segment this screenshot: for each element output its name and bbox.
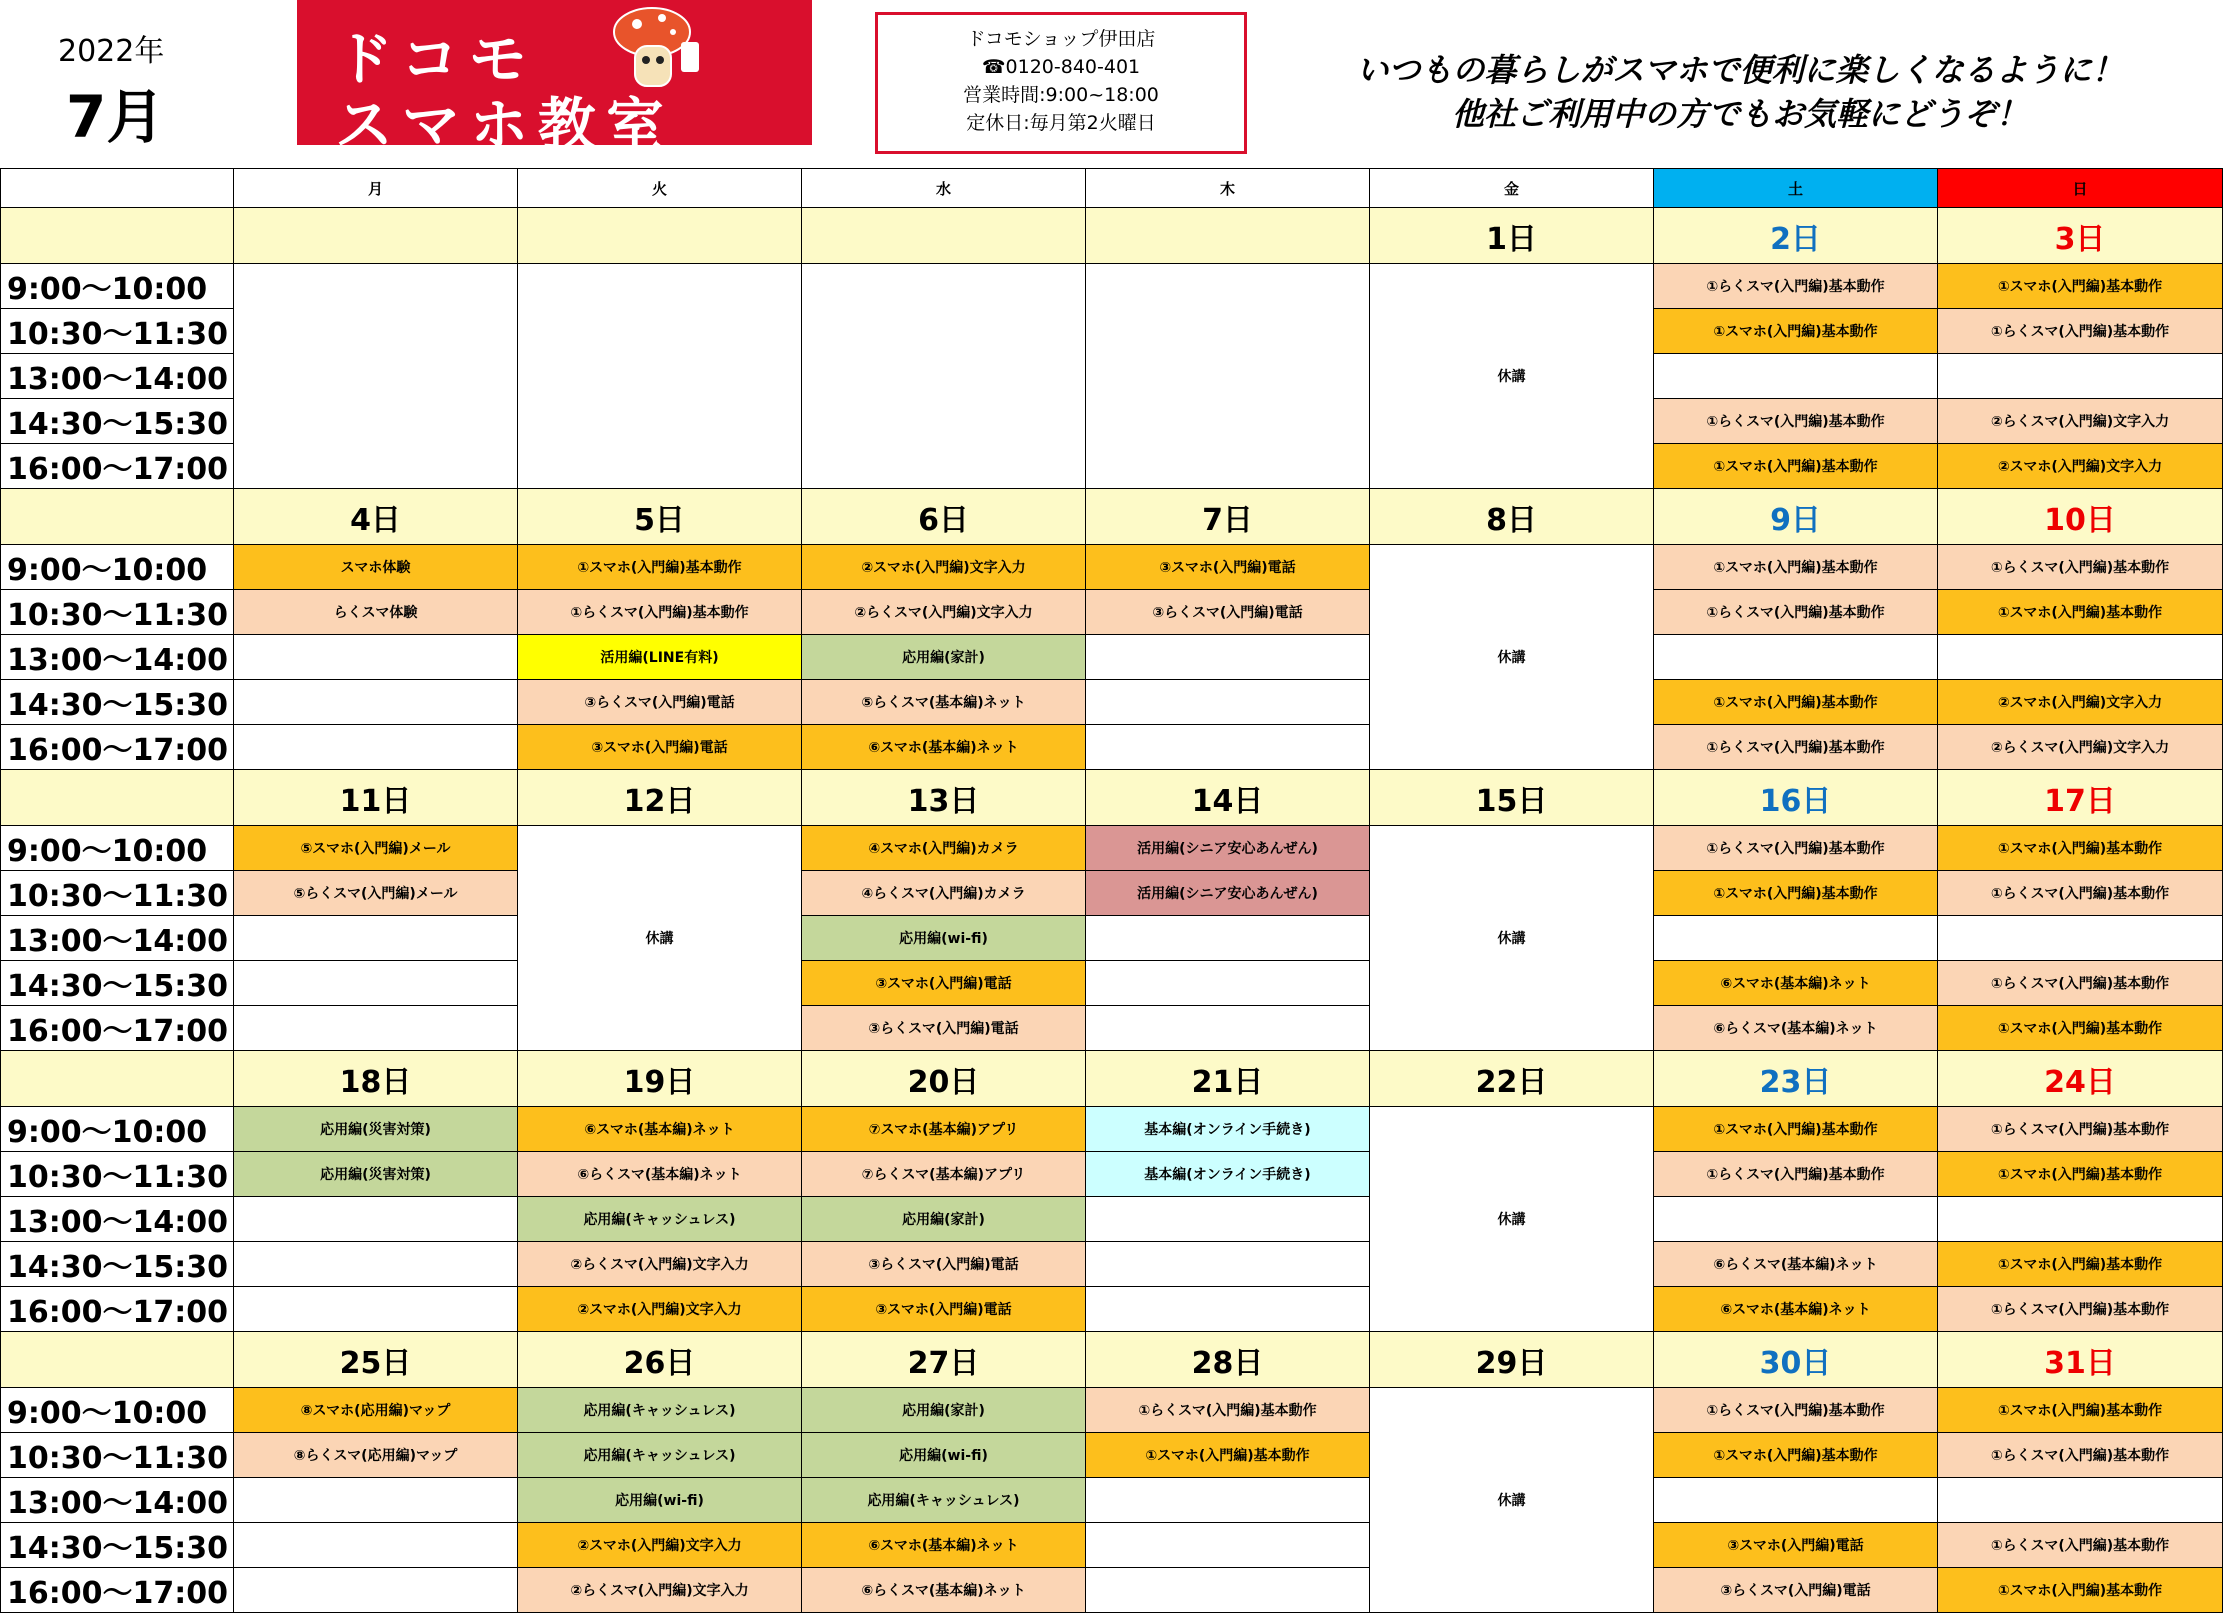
class-cell: ④らくスマ(入門編)カメラ	[802, 871, 1086, 916]
class-cell: ①スマホ(入門編)基本動作	[1938, 826, 2223, 871]
empty-slot	[1086, 1478, 1370, 1523]
class-cell: 応用編(家計)	[802, 1197, 1086, 1242]
empty-slot	[234, 1287, 518, 1332]
class-cell: ①らくスマ(入門編)基本動作	[1938, 545, 2223, 590]
empty-slot	[234, 1197, 518, 1242]
date-cell	[802, 208, 1086, 264]
shop-closed-day: 定休日:毎月第2火曜日	[966, 112, 1156, 134]
time-label: 9:00～10:00	[1, 264, 234, 309]
date-cell: 27日	[802, 1332, 1086, 1388]
class-cell: ①らくスマ(入門編)基本動作	[1938, 309, 2223, 354]
time-label: 16:00～17:00	[1, 1568, 234, 1613]
class-cell: 応用編(災害対策)	[234, 1152, 518, 1197]
no-class-cell: 休講	[1370, 1388, 1654, 1613]
empty-slot	[1086, 680, 1370, 725]
date-cell: 4日	[234, 489, 518, 545]
time-label: 10:30～11:30	[1, 590, 234, 635]
date-cell: 10日	[1938, 489, 2223, 545]
date-cell: 28日	[1086, 1332, 1370, 1388]
class-cell: ②スマホ(入門編)文字入力	[1938, 444, 2223, 489]
time-label: 16:00～17:00	[1, 725, 234, 770]
class-cell: ⑥らくスマ(基本編)ネット	[1654, 1242, 1938, 1287]
class-cell: 応用編(wi-fi)	[802, 1433, 1086, 1478]
empty-day-cell	[518, 264, 802, 489]
time-slot-row	[1, 961, 2223, 1006]
empty-slot	[1654, 1478, 1938, 1523]
date-cell: 20日	[802, 1051, 1086, 1107]
date-cell: 15日	[1370, 770, 1654, 826]
corner-cell	[1, 169, 234, 208]
class-cell: ①スマホ(入門編)基本動作	[518, 545, 802, 590]
weekday-header: 日	[1938, 169, 2223, 208]
empty-slot	[234, 916, 518, 961]
class-cell: ⑥スマホ(基本編)ネット	[1654, 1287, 1938, 1332]
class-cell: ②らくスマ(入門編)文字入力	[1938, 399, 2223, 444]
empty-slot	[1086, 725, 1370, 770]
time-slot-row	[1, 635, 2223, 680]
time-slot-row	[1, 1388, 2223, 1433]
date-cell	[234, 208, 518, 264]
weekday-header: 月	[234, 169, 518, 208]
class-cell: ①らくスマ(入門編)基本動作	[1938, 1287, 2223, 1332]
class-cell: ③らくスマ(入門編)電話	[1086, 590, 1370, 635]
date-cell: 11日	[234, 770, 518, 826]
weekday-header: 水	[802, 169, 1086, 208]
date-row	[1, 1051, 2223, 1107]
date-row	[1, 489, 2223, 545]
time-slot-row	[1, 871, 2223, 916]
class-cell: ①スマホ(入門編)基本動作	[1938, 264, 2223, 309]
time-slot-row	[1, 725, 2223, 770]
weekday-header: 木	[1086, 169, 1370, 208]
empty-slot	[234, 1568, 518, 1613]
class-cell: ②らくスマ(入門編)文字入力	[518, 1242, 802, 1287]
class-cell: ⑤らくスマ(基本編)ネット	[802, 680, 1086, 725]
empty-slot	[1086, 1287, 1370, 1332]
time-label: 14:30～15:30	[1, 399, 234, 444]
time-label: 16:00～17:00	[1, 444, 234, 489]
empty-slot	[1654, 354, 1938, 399]
shop-info-box	[875, 12, 1247, 154]
time-slot-row	[1, 590, 2223, 635]
empty-slot	[234, 725, 518, 770]
class-cell: ③スマホ(入門編)電話	[802, 1287, 1086, 1332]
time-label: 14:30～15:30	[1, 1242, 234, 1287]
class-cell: ①スマホ(入門編)基本動作	[1938, 590, 2223, 635]
class-cell: 活用編(LINE有料)	[518, 635, 802, 680]
logo-line-2: スマホ教室	[335, 91, 674, 159]
class-cell: 応用編(wi-fi)	[802, 916, 1086, 961]
time-slot-row	[1, 916, 2223, 961]
time-label: 10:30～11:30	[1, 1152, 234, 1197]
class-cell: ①らくスマ(入門編)基本動作	[1086, 1388, 1370, 1433]
time-slot-row	[1, 1287, 2223, 1332]
time-slot-row	[1, 680, 2223, 725]
class-cell: ③スマホ(入門編)電話	[1086, 545, 1370, 590]
class-cell: ②らくスマ(入門編)文字入力	[802, 590, 1086, 635]
time-label: 13:00～14:00	[1, 1478, 234, 1523]
class-cell: ①スマホ(入門編)基本動作	[1654, 1107, 1938, 1152]
class-cell: ⑥スマホ(基本編)ネット	[802, 725, 1086, 770]
class-cell: ②スマホ(入門編)文字入力	[518, 1287, 802, 1332]
time-label: 14:30～15:30	[1, 680, 234, 725]
empty-slot	[1938, 1197, 2223, 1242]
no-class-cell: 休講	[518, 826, 802, 1051]
time-slot-row	[1, 1523, 2223, 1568]
class-cell: ②スマホ(入門編)文字入力	[518, 1523, 802, 1568]
empty-slot	[1938, 635, 2223, 680]
time-slot-row	[1, 1107, 2223, 1152]
empty-day-cell	[802, 264, 1086, 489]
date-cell: 18日	[234, 1051, 518, 1107]
time-slot-row	[1, 1242, 2223, 1287]
class-cell: ③スマホ(入門編)電話	[802, 961, 1086, 1006]
class-cell: ①らくスマ(入門編)基本動作	[1938, 1107, 2223, 1152]
class-cell: ①スマホ(入門編)基本動作	[1938, 1006, 2223, 1051]
class-cell: ⑥らくスマ(基本編)ネット	[518, 1152, 802, 1197]
empty-slot	[1086, 961, 1370, 1006]
date-cell: 22日	[1370, 1051, 1654, 1107]
class-cell: ①スマホ(入門編)基本動作	[1654, 871, 1938, 916]
empty-slot	[234, 1523, 518, 1568]
time-slot-row	[1, 1006, 2223, 1051]
no-class-cell: 休講	[1370, 545, 1654, 770]
class-cell: ⑥スマホ(基本編)ネット	[802, 1523, 1086, 1568]
class-cell: ①スマホ(入門編)基本動作	[1654, 680, 1938, 725]
date-cell: 7日	[1086, 489, 1370, 545]
empty-slot	[1086, 1197, 1370, 1242]
date-cell: 12日	[518, 770, 802, 826]
class-cell: ③らくスマ(入門編)電話	[518, 680, 802, 725]
time-slot-row	[1, 1478, 2223, 1523]
empty-day-cell	[234, 264, 518, 489]
weekday-header: 火	[518, 169, 802, 208]
class-cell: ①らくスマ(入門編)基本動作	[1654, 399, 1938, 444]
date-cell: 14日	[1086, 770, 1370, 826]
no-class-cell: 休講	[1370, 826, 1654, 1051]
empty-slot	[234, 635, 518, 680]
month-label: 7月	[66, 83, 165, 151]
time-label: 14:30～15:30	[1, 1523, 234, 1568]
date-cell: 23日	[1654, 1051, 1938, 1107]
time-label: 10:30～11:30	[1, 1433, 234, 1478]
slogan-line-2: 他社ご利用中の方でもお気軽にどうぞ！	[1451, 95, 2028, 133]
class-cell: ①らくスマ(入門編)基本動作	[1654, 1388, 1938, 1433]
class-cell: ⑤らくスマ(入門編)メール	[234, 871, 518, 916]
date-row-spacer	[1, 489, 234, 545]
schedule-table	[0, 168, 2223, 1613]
class-cell: ①らくスマ(入門編)基本動作	[1938, 961, 2223, 1006]
empty-slot	[1086, 1006, 1370, 1051]
class-cell: ②スマホ(入門編)文字入力	[1938, 680, 2223, 725]
class-cell: ①らくスマ(入門編)基本動作	[1654, 1152, 1938, 1197]
class-cell: ③スマホ(入門編)電話	[518, 725, 802, 770]
class-cell: ⑥スマホ(基本編)ネット	[518, 1107, 802, 1152]
class-cell: ①スマホ(入門編)基本動作	[1938, 1242, 2223, 1287]
empty-slot	[234, 1006, 518, 1051]
date-row	[1, 1332, 2223, 1388]
date-cell	[518, 208, 802, 264]
time-label: 16:00～17:00	[1, 1287, 234, 1332]
class-cell: 基本編(オンライン手続き)	[1086, 1152, 1370, 1197]
date-row-spacer	[1, 770, 234, 826]
date-row-spacer	[1, 1332, 234, 1388]
empty-slot	[1086, 916, 1370, 961]
class-cell: 応用編(キャッシュレス)	[518, 1197, 802, 1242]
class-cell: ⑥らくスマ(基本編)ネット	[1654, 1006, 1938, 1051]
weekday-header-row	[1, 169, 2223, 208]
time-label: 16:00～17:00	[1, 1006, 234, 1051]
class-cell: ①らくスマ(入門編)基本動作	[1938, 1523, 2223, 1568]
year-label: 2022年	[58, 34, 165, 69]
class-cell: ①らくスマ(入門編)基本動作	[1654, 264, 1938, 309]
date-cell: 16日	[1654, 770, 1938, 826]
class-cell: 基本編(オンライン手続き)	[1086, 1107, 1370, 1152]
class-cell: 応用編(家計)	[802, 1388, 1086, 1433]
time-label: 13:00～14:00	[1, 354, 234, 399]
docomo-logo	[297, 0, 812, 159]
date-cell: 29日	[1370, 1332, 1654, 1388]
class-cell: ①らくスマ(入門編)基本動作	[1654, 725, 1938, 770]
logo-line-1: ドコモ	[335, 25, 537, 93]
time-label: 13:00～14:00	[1, 916, 234, 961]
class-cell: らくスマ体験	[234, 590, 518, 635]
date-cell: 19日	[518, 1051, 802, 1107]
slogan	[1260, 48, 2220, 136]
class-cell: ①スマホ(入門編)基本動作	[1654, 309, 1938, 354]
class-cell: ①らくスマ(入門編)基本動作	[1654, 826, 1938, 871]
date-cell: 24日	[1938, 1051, 2223, 1107]
class-cell: ①スマホ(入門編)基本動作	[1654, 444, 1938, 489]
time-slot-row	[1, 1152, 2223, 1197]
date-row-spacer	[1, 208, 234, 264]
date-cell: 25日	[234, 1332, 518, 1388]
date-cell: 1日	[1370, 208, 1654, 264]
time-label: 13:00～14:00	[1, 635, 234, 680]
empty-slot	[1086, 635, 1370, 680]
date-cell: 26日	[518, 1332, 802, 1388]
class-cell: スマホ体験	[234, 545, 518, 590]
class-cell: ⑦スマホ(基本編)アプリ	[802, 1107, 1086, 1152]
empty-slot	[234, 1478, 518, 1523]
shop-hours: 営業時間:9:00~18:00	[963, 84, 1159, 106]
class-cell: ⑥スマホ(基本編)ネット	[1654, 961, 1938, 1006]
class-cell: ⑤スマホ(入門編)メール	[234, 826, 518, 871]
class-cell: 応用編(wi-fi)	[518, 1478, 802, 1523]
mascot-icon	[607, 2, 717, 102]
date-cell: 21日	[1086, 1051, 1370, 1107]
class-cell: ①らくスマ(入門編)基本動作	[1938, 1433, 2223, 1478]
empty-slot	[1086, 1523, 1370, 1568]
date-cell: 13日	[802, 770, 1086, 826]
class-cell: ①スマホ(入門編)基本動作	[1938, 1152, 2223, 1197]
time-label: 9:00～10:00	[1, 826, 234, 871]
time-slot-row	[1, 1433, 2223, 1478]
time-slot-row	[1, 1568, 2223, 1613]
time-label: 10:30～11:30	[1, 871, 234, 916]
weekday-header: 土	[1654, 169, 1938, 208]
class-cell: 応用編(家計)	[802, 635, 1086, 680]
empty-slot	[234, 961, 518, 1006]
class-cell: ①スマホ(入門編)基本動作	[1654, 1433, 1938, 1478]
date-cell: 31日	[1938, 1332, 2223, 1388]
empty-slot	[1654, 916, 1938, 961]
time-label: 13:00～14:00	[1, 1197, 234, 1242]
class-cell: ③らくスマ(入門編)電話	[802, 1006, 1086, 1051]
no-class-cell: 休講	[1370, 264, 1654, 489]
class-cell: ①らくスマ(入門編)基本動作	[518, 590, 802, 635]
class-cell: ⑧スマホ(応用編)マップ	[234, 1388, 518, 1433]
date-cell: 30日	[1654, 1332, 1938, 1388]
date-cell	[1086, 208, 1370, 264]
time-label: 9:00～10:00	[1, 1388, 234, 1433]
empty-slot	[1654, 1197, 1938, 1242]
time-slot-row	[1, 826, 2223, 871]
date-row-spacer	[1, 1051, 234, 1107]
time-label: 9:00～10:00	[1, 1107, 234, 1152]
date-cell: 8日	[1370, 489, 1654, 545]
class-cell: 応用編(キャッシュレス)	[518, 1388, 802, 1433]
empty-day-cell	[1086, 264, 1370, 489]
empty-slot	[234, 680, 518, 725]
class-cell: 活用編(シニア安心あんぜん)	[1086, 826, 1370, 871]
class-cell: ②らくスマ(入門編)文字入力	[518, 1568, 802, 1613]
class-cell: ③スマホ(入門編)電話	[1654, 1523, 1938, 1568]
empty-slot	[1938, 1478, 2223, 1523]
weekday-header: 金	[1370, 169, 1654, 208]
date-row	[1, 770, 2223, 826]
class-cell: ①スマホ(入門編)基本動作	[1654, 545, 1938, 590]
empty-slot	[1654, 635, 1938, 680]
class-cell: ①らくスマ(入門編)基本動作	[1938, 871, 2223, 916]
class-cell: 応用編(キャッシュレス)	[802, 1478, 1086, 1523]
class-cell: 活用編(シニア安心あんぜん)	[1086, 871, 1370, 916]
empty-slot	[1086, 1568, 1370, 1613]
class-cell: ③らくスマ(入門編)電話	[1654, 1568, 1938, 1613]
empty-slot	[1938, 916, 2223, 961]
class-cell: ②らくスマ(入門編)文字入力	[1938, 725, 2223, 770]
class-cell: ⑧らくスマ(応用編)マップ	[234, 1433, 518, 1478]
class-cell: ①スマホ(入門編)基本動作	[1086, 1433, 1370, 1478]
no-class-cell: 休講	[1370, 1107, 1654, 1332]
class-cell: ①スマホ(入門編)基本動作	[1938, 1568, 2223, 1613]
date-cell: 5日	[518, 489, 802, 545]
class-cell: ⑥らくスマ(基本編)ネット	[802, 1568, 1086, 1613]
class-cell: ⑦らくスマ(基本編)アプリ	[802, 1152, 1086, 1197]
slogan-line-1: いつもの暮らしがスマホで便利に楽しくなるように！	[1356, 51, 2124, 89]
class-cell: ①らくスマ(入門編)基本動作	[1654, 590, 1938, 635]
date-row	[1, 208, 2223, 264]
time-label: 10:30～11:30	[1, 309, 234, 354]
date-cell: 3日	[1938, 208, 2223, 264]
class-cell: ④スマホ(入門編)カメラ	[802, 826, 1086, 871]
class-cell: ③らくスマ(入門編)電話	[802, 1242, 1086, 1287]
date-cell: 17日	[1938, 770, 2223, 826]
date-cell: 6日	[802, 489, 1086, 545]
time-slot-row	[1, 545, 2223, 590]
date-cell: 2日	[1654, 208, 1938, 264]
class-cell: 応用編(災害対策)	[234, 1107, 518, 1152]
date-cell: 9日	[1654, 489, 1938, 545]
class-cell: ②スマホ(入門編)文字入力	[802, 545, 1086, 590]
empty-slot	[1086, 1242, 1370, 1287]
shop-phone: ☎0120-840-401	[981, 56, 1141, 78]
time-slot-row	[1, 264, 2223, 309]
empty-slot	[234, 1242, 518, 1287]
class-cell: ①スマホ(入門編)基本動作	[1938, 1388, 2223, 1433]
time-label: 14:30～15:30	[1, 961, 234, 1006]
empty-slot	[1938, 354, 2223, 399]
time-slot-row	[1, 1197, 2223, 1242]
class-cell: 応用編(キャッシュレス)	[518, 1433, 802, 1478]
time-label: 9:00～10:00	[1, 545, 234, 590]
shop-name: ドコモショップ伊田店	[966, 28, 1156, 50]
